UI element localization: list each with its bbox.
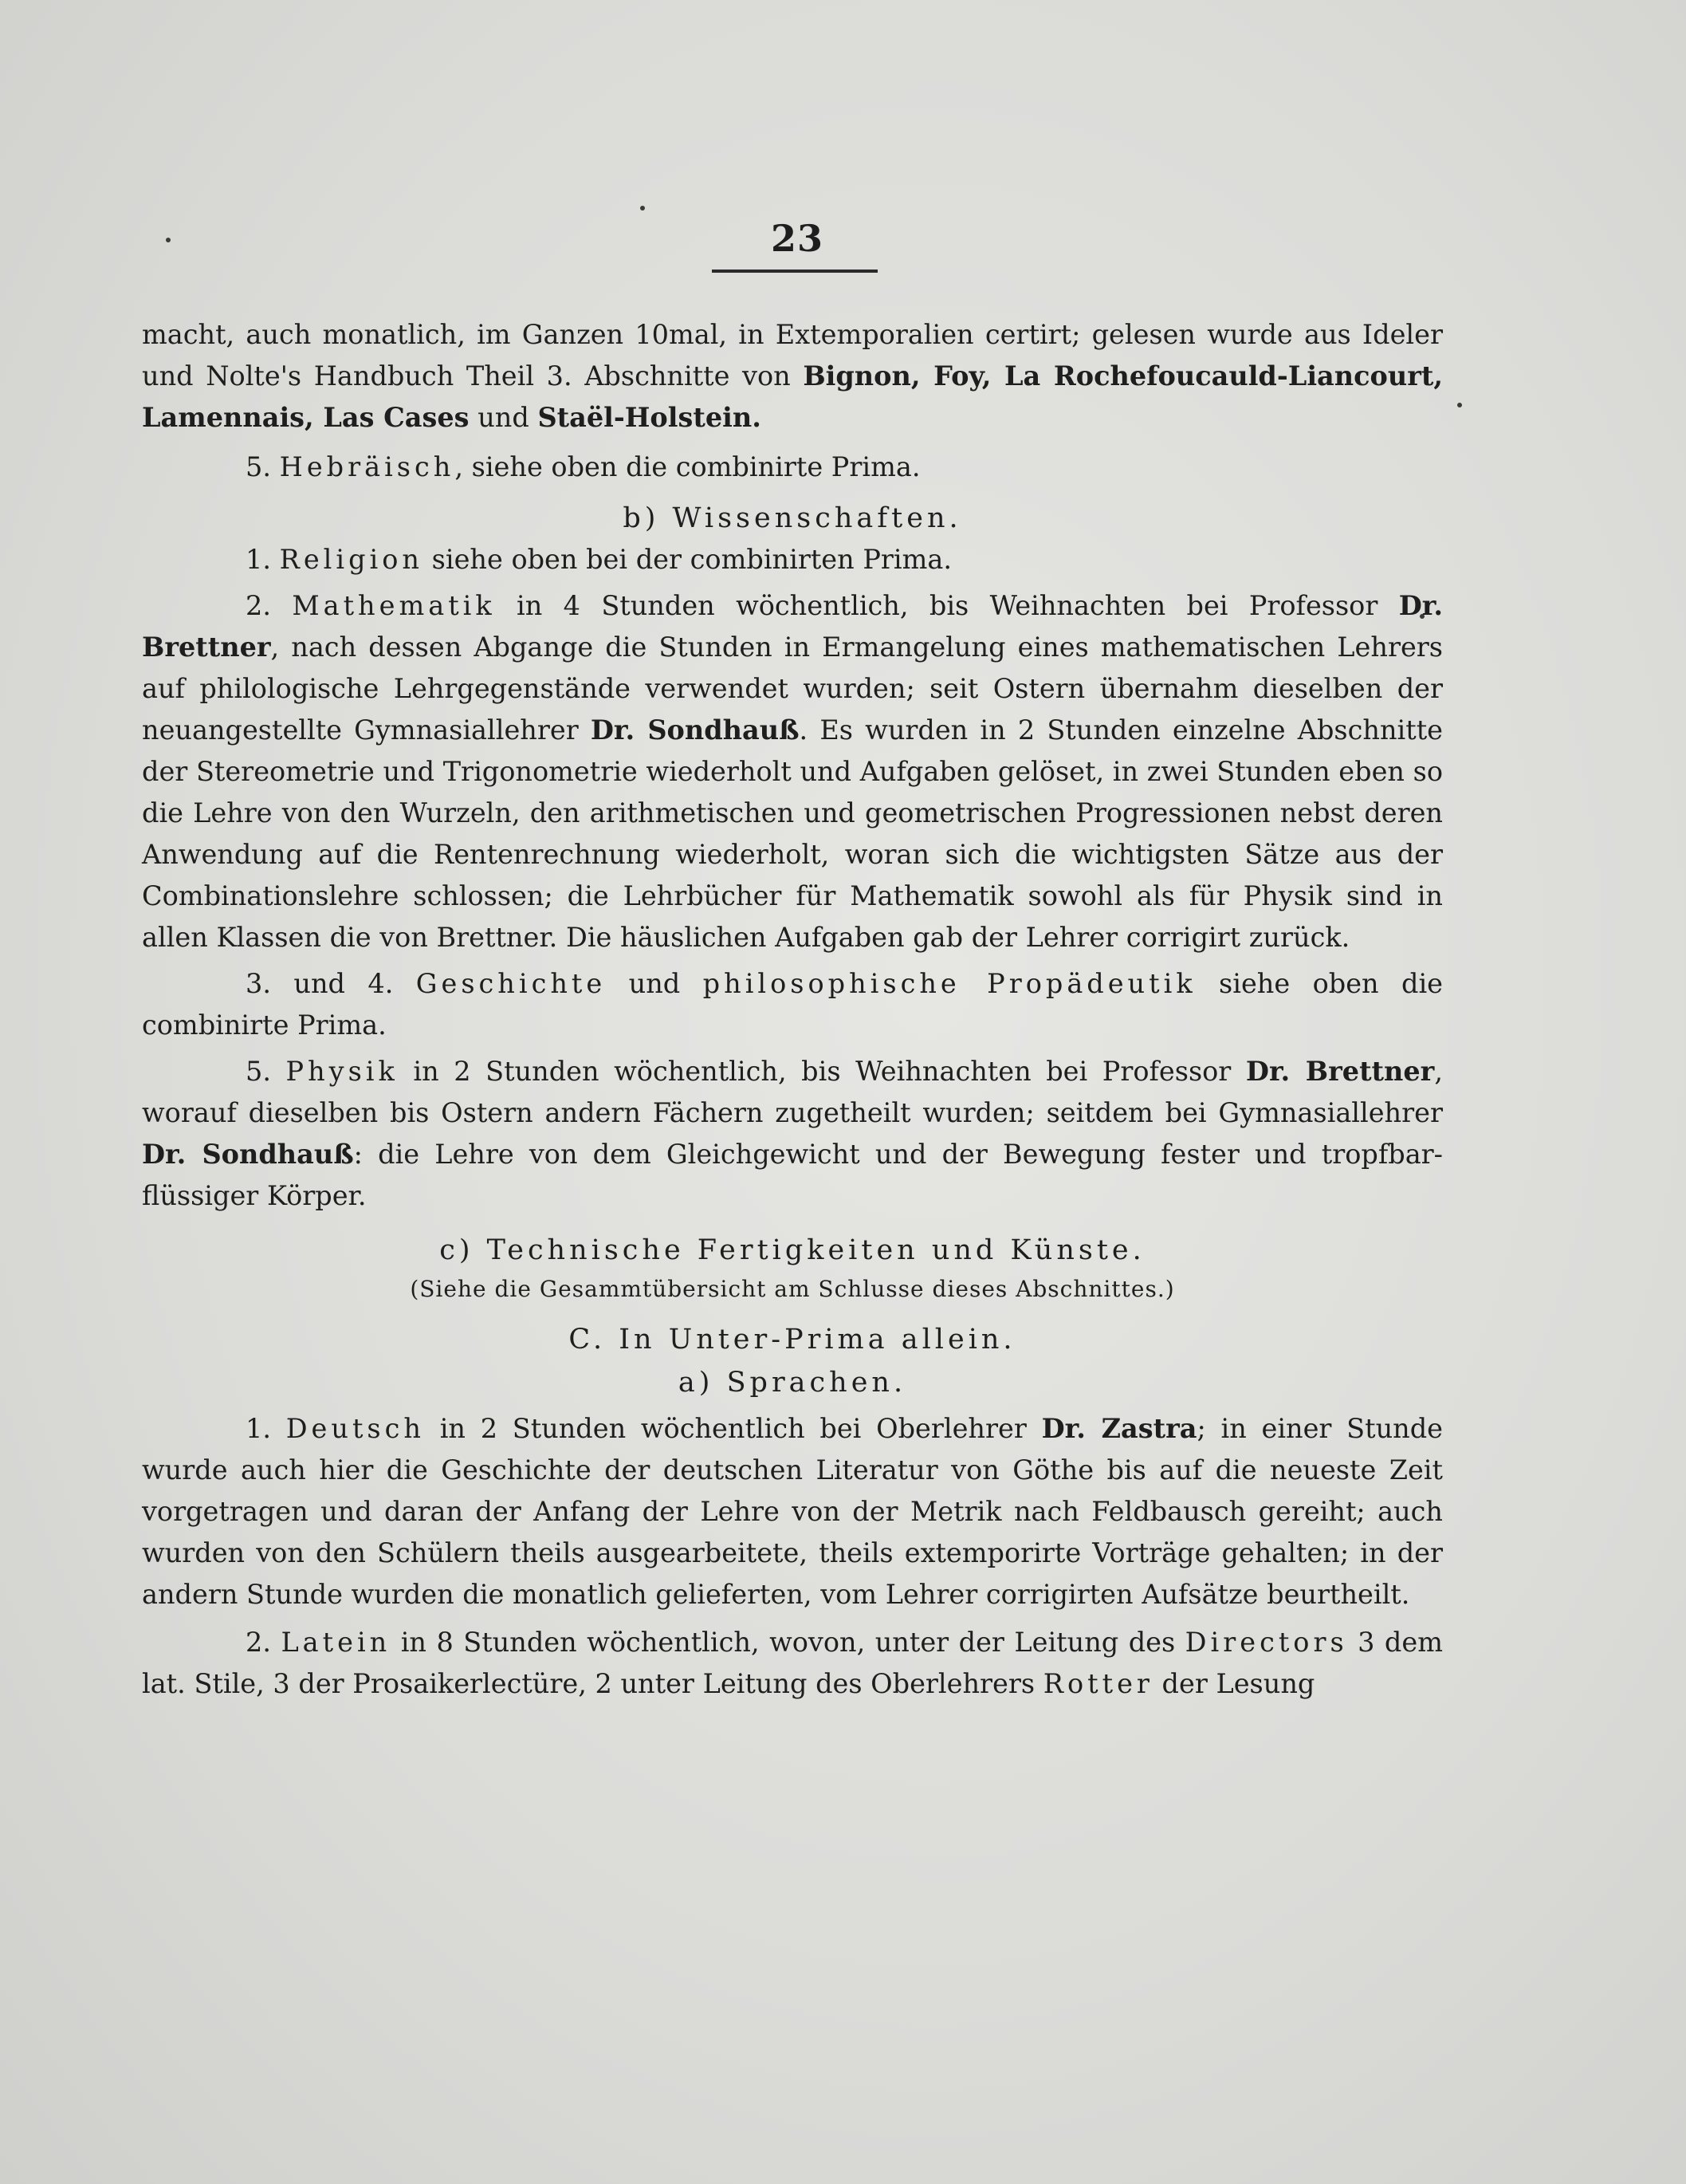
paragraph-deutsch: 1. Deutsch in 2 Stunden wöchentlich bei Oberlehrer Dr. Zastra; in einer Stunde wurde auch hier die Geschichte der deutschen Literatur von Göthe bis auf die neueste Zeit vorgetragen und daran der Anfang der Lehre von der Metrik nach Feldbausch gereiht; auch wurden von den Schülern theils ausgearbeitete, theils extemporirte Vorträge gehalten; in der andern Stunde wurden die monatlich gelieferten, vom Lehrer corrigirten Aufsätze beurtheilt. bbox=[142, 1413, 1444, 1610]
paragraph-religion: 1. Religion siehe oben bei der combinirten Prima. bbox=[246, 544, 952, 575]
heading-C-unter-prima: C. In Unter-Prima allein. bbox=[568, 1324, 1016, 1356]
paragraph-latein: 2. Latein in 8 Stunden wöchentlich, wovon, unter der Leitung des Directors 3 dem lat. Stile, 3 der Prosaikerlectüre, 2 unter Leitung des Oberlehrers Rotter der Lesung bbox=[142, 1627, 1443, 1699]
heading-b-wissenschaften: b) Wissenschaften. bbox=[623, 502, 962, 534]
paragraph-geschichte: 3. und 4. Geschichte und philosophische Propädeutik siehe oben die combinirte Prima. bbox=[142, 968, 1443, 1041]
heading-a-sprachen: a) Sprachen. bbox=[678, 1367, 907, 1399]
paragraph-physik: 5. Physik in 2 Stunden wöchentlich, bis Weihnachten bei Professor Dr. Brettner, worauf dieselben bis Ostern andern Fächern zugetheilt wurden; seitdem bei Gymnasiallehrer Dr. Sondhauß: die Lehre von dem Gleichgewicht und der Bewegung fester und tropfbar-flüssiger Körper. bbox=[142, 1056, 1444, 1211]
header-rule bbox=[712, 270, 878, 273]
page-body bbox=[142, 314, 1443, 1705]
paragraph-french-continuation: macht, auch monatlich, im Ganzen 10mal, in Extemporalien certirt; gelesen wurde aus Ideler und Nolte's Handbuch Theil 3. Abschnitte von Bignon, Foy, La Rochefoucauld-Liancourt, Lamennais, Las Cases und Staël-Holstein. bbox=[142, 319, 1443, 433]
heading-c-note: (Siehe die Gesammtübersicht am Schlusse dieses Abschnittes.) bbox=[410, 1276, 1175, 1302]
paragraph-hebrew: 5. Hebräisch, siehe oben die combinirte Prima. bbox=[246, 451, 921, 482]
paragraph-mathematik: 2. Mathematik in 4 Stunden wöchentlich, bis Weihnachten bei Professor Dr. Brettner, nach dessen Abgange die Stunden in Ermangelung eines mathematischen Lehrers auf philologische Lehrgegenstände verwendet wurden; seit Ostern übernahm dieselben der neuangestellte Gymnasiallehrer Dr. Sondhauß. Es wurden in 2 Stunden einzelne Abschnitte der Stereometrie und Trigonometrie wiederholt und Aufgaben gelöset, in zwei Stunden eben so die Lehre von den Wurzeln, den arithmetischen und geometrischen Progressionen nebst deren Anwendung auf die Rentenrechnung wiederholt, woran sich die wichtigsten Sätze aus der Combinationslehre schlossen; die Lehrbücher für Mathematik sowohl als für Physik sind in allen Klassen die von Brettner. Die häuslichen Aufgaben gab der Lehrer corrigirt zurück. bbox=[142, 590, 1443, 953]
page-number: 23 bbox=[770, 217, 823, 260]
heading-c-technische-fertigkeiten: c) Technische Fertigkeiten und Künste. bbox=[439, 1234, 1146, 1266]
